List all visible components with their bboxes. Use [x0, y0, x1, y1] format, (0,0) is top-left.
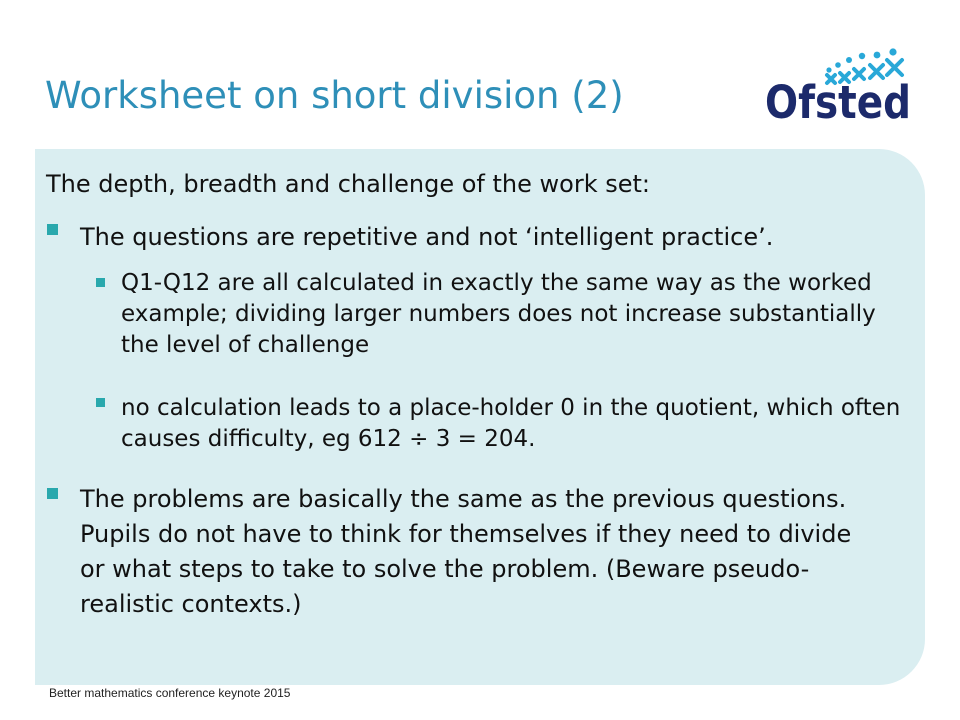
- slide-title: Worksheet on short division (2): [45, 74, 624, 117]
- square-bullet-icon: [47, 224, 58, 235]
- ofsted-logo: [765, 48, 915, 129]
- logo-text: Ofsted: [765, 76, 911, 129]
- ofsted-stars-icon: [765, 48, 915, 129]
- sub-bullet-item: [121, 268, 911, 361]
- bullet-item: [80, 222, 920, 252]
- intro-text: The depth, breadth and challenge of the work set:: [46, 170, 650, 198]
- square-bullet-icon: [47, 488, 58, 499]
- square-bullet-icon: [96, 398, 105, 407]
- bullet-text: The problems are basically the same as the previous questions. Pupils do not have to think for themselves if they need to divide or what steps to take to solve the problem. (Beware pseudo-realistic contexts.): [80, 485, 852, 618]
- footer-text: Better mathematics conference keynote 2015: [49, 686, 291, 700]
- bullet-item: [80, 482, 880, 622]
- sub-bullet-text: Q1-Q12 are all calculated in exactly the same way as the worked example; dividing larger numbers does not increase substantially the level of challenge: [121, 270, 876, 358]
- bullet-text: The questions are repetitive and not ‘intelligent practice’.: [80, 223, 774, 251]
- sub-bullet-item: [121, 393, 911, 455]
- sub-bullet-text: no calculation leads to a place-holder 0 in the quotient, which often causes difficulty, eg 612 ÷ 3 = 204.: [121, 395, 901, 452]
- square-bullet-icon: [96, 278, 105, 287]
